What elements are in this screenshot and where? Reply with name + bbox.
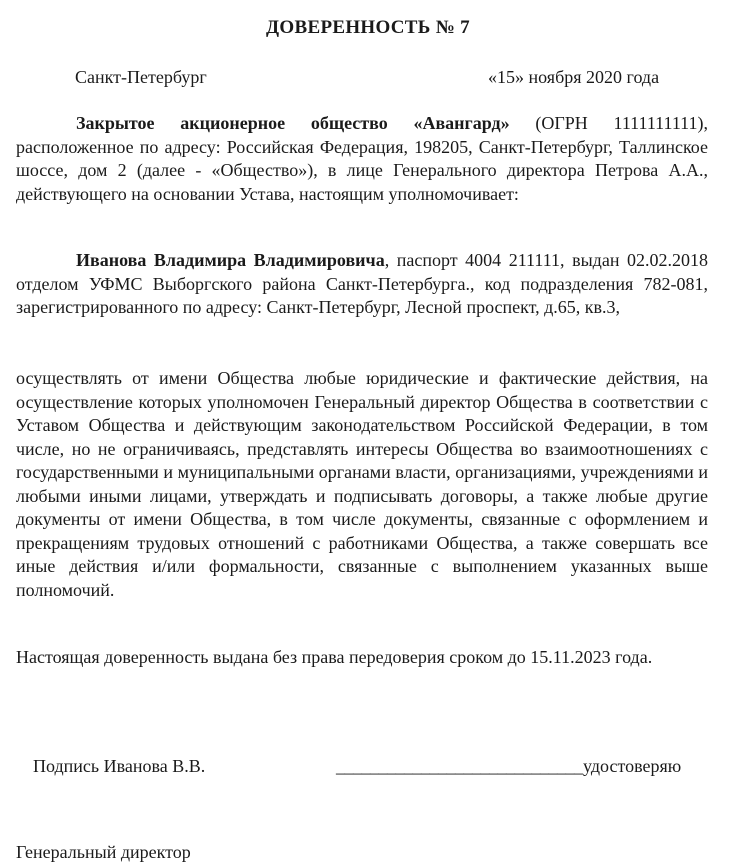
document-title: ДОВЕРЕННОСТЬ № 7 <box>266 17 470 38</box>
principal-paragraph <box>16 112 708 206</box>
signature-line: _____________________________ <box>336 756 583 776</box>
attorney-details: , паспорт 4004 211111, выдан 02.02.2018 отделом УФМС Выборгского района Санкт-Петербурга., код подразделения 782-081, зарегистрированного по адресу: Санкт-Петербург, Лесной проспект, д.65, кв.3, <box>16 250 709 317</box>
principal-name: Закрытое акционерное общество «Авангард» <box>76 113 510 133</box>
principal-details: (ОГРН 1111111111), расположенное по адресу: Российская Федерация, 198205, Санкт-Петербург, Таллинское шоссе, дом 2 (далее - «Общество»), в лице Генерального директора Петрова А.А., действующего на основании Устава, настоящим уполномочивает: <box>16 113 708 204</box>
document-city: Санкт-Петербург <box>75 67 207 87</box>
powers-paragraph: осуществлять от имени Общества любые юридические и фактические действия, на осуществление которых уполномочен Генеральный директор Общества в соответствии с Уставом Общества и действующим законодательством Российской Федерации, в том числе, но не ограничиваясь, представлять интересы Общества во взаимоотношениях с государственными и муниципальными органами власти, организациями, учреждениями и любыми иными лицами, утверждать и подписывать договоры, а также любые другие документы от имени Общества, в том числе документы, связанные с оформлением и прекращениям трудовых отношений с работниками Общества, а также совершать все иные действия и/или формальности, связанные с выполнением указанных выше полномочий. <box>16 368 708 600</box>
validity-paragraph: Настоящая доверенность выдана без права передоверия сроком до 15.11.2023 года. <box>16 647 653 667</box>
director-label: Генеральный директор <box>16 842 191 862</box>
document-date: «15» ноября 2020 года <box>488 67 660 87</box>
signature-certify: удостоверяю <box>583 756 682 776</box>
attorney-paragraph <box>16 249 708 320</box>
attorney-name: Иванова Владимира Владимировича <box>76 250 385 270</box>
signature-label: Подпись Иванова В.В. <box>33 756 206 776</box>
